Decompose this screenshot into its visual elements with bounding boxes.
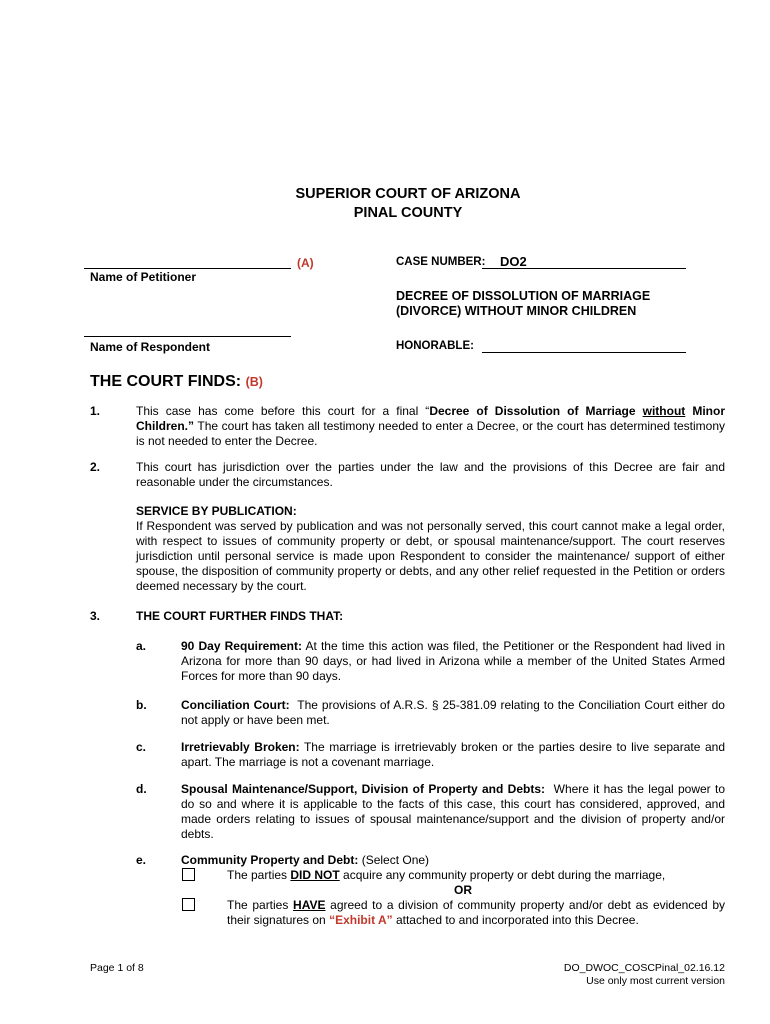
- item-3c-text: [181, 740, 725, 770]
- item-3d-letter: d.: [136, 782, 147, 796]
- item-3e-title: Community Property and Debt:: [181, 853, 359, 867]
- have-checkbox[interactable]: [182, 898, 195, 911]
- case-number-value: DO2: [500, 254, 527, 269]
- petitioner-marker: (A): [297, 256, 314, 270]
- item-3e-heading: [181, 853, 429, 867]
- item-3a-title: 90 Day Requirement:: [181, 639, 302, 653]
- honorable-line[interactable]: [482, 352, 686, 353]
- item-2-text: This court has jurisdiction over the parties under the law and the provisions of this Decree are fair and reasonable under the circumstances.: [136, 460, 725, 489]
- exhibit-a-link: “Exhibit A”: [329, 913, 393, 927]
- option-have: [227, 898, 725, 928]
- item-3-heading: THE COURT FURTHER FINDS THAT:: [136, 609, 344, 623]
- document-title-line1: DECREE OF DISSOLUTION OF MARRIAGE: [396, 289, 651, 303]
- form-id: DO_DWOC_COSCPinal_02.16.12: [563, 962, 725, 974]
- item-3d-body: Where it has the legal power to do so and where it is applicable to the facts of this case, this court has considered, approved, and made orders relating to issues of spousal maintenance/support and the division of property and/or debts.: [181, 782, 729, 841]
- version-note: Use only most current version: [586, 975, 725, 987]
- item-3-number: 3.: [90, 609, 101, 623]
- item-3e-select: (Select One): [358, 853, 430, 867]
- item-1-bold2: Minor Children.”: [136, 404, 725, 433]
- item-3d-text: [181, 782, 729, 842]
- item-1-post: The court has taken all testimony needed to enter a Decree, or the court has determined testimony is not needed to enter the Decree.: [136, 419, 725, 448]
- item-3d-title: Spousal Maintenance/Support, Division of Property and Debts:: [181, 782, 545, 796]
- item-1-bold-underline: without: [642, 404, 686, 418]
- opt2-post: attached to and incorporated into this Decree.: [392, 913, 639, 927]
- honorable-label: HONORABLE:: [396, 340, 474, 352]
- county-name: PINAL COUNTY: [353, 205, 463, 221]
- or-separator: OR: [454, 883, 472, 897]
- opt2-pre: The parties: [227, 898, 294, 912]
- opt2-mid: agreed to a division of community property and/or debt as evidenced by their signatures on: [227, 898, 725, 927]
- respondent-label: Name of Respondent: [90, 340, 211, 354]
- service-text: If Respondent was served by publication and was not personally served, this court cannot make a legal order, with respect to issues of community property or debt, or spousal maintenance/support. The court reserves jurisdiction until personal service is made upon Respondent to consider the maintenance/ support of either spouse, the disposition of community property or debts, and any other relief requested in the Petition or orders deemed necessary by the court.: [136, 519, 725, 593]
- item-3b-letter: b.: [136, 698, 147, 712]
- item-1-text: [136, 404, 725, 449]
- opt1-em: DID NOT: [290, 868, 340, 882]
- item-1-bold1: Decree of Dissolution of Marriage: [429, 404, 643, 418]
- findings-heading-text: THE COURT FINDS:: [90, 373, 242, 390]
- opt1-post: acquire any community property or debt during the marriage,: [339, 868, 666, 882]
- opt1-pre: The parties: [227, 868, 291, 882]
- petitioner-name-line[interactable]: [84, 268, 291, 269]
- item-3e-letter: e.: [136, 853, 147, 867]
- item-3a-letter: a.: [136, 639, 147, 653]
- did-not-checkbox[interactable]: [182, 868, 195, 881]
- option-did-not: [227, 868, 665, 882]
- item-2-number: 2.: [90, 460, 101, 474]
- court-name: SUPERIOR COURT OF ARIZONA: [295, 186, 521, 202]
- item-3c-body: The marriage is irretrievably broken or the parties desire to live separate and apart. The marriage is not a covenant marriage.: [181, 740, 725, 769]
- item-3c-letter: c.: [136, 740, 147, 754]
- findings-heading: [90, 373, 263, 391]
- case-number-label: CASE NUMBER:: [396, 256, 486, 268]
- opt2-em: HAVE: [293, 898, 326, 912]
- item-3b-text: [181, 698, 729, 728]
- item-3c-title: Irretrievably Broken:: [181, 740, 300, 754]
- page-number: Page 1 of 8: [90, 962, 144, 974]
- respondent-name-line[interactable]: [84, 336, 291, 337]
- findings-heading-marker: (B): [245, 375, 263, 389]
- document-title-line2: (DIVORCE) WITHOUT MINOR CHILDREN: [396, 304, 637, 318]
- service-heading: SERVICE BY PUBLICATION:: [136, 504, 297, 518]
- petitioner-label: Name of Petitioner: [90, 270, 197, 284]
- item-1-pre: This case has come before this court for a final “: [136, 404, 430, 418]
- item-3b-body: The provisions of A.R.S. § 25-381.09 relating to the Conciliation Court either do not apply or have been met.: [181, 698, 729, 727]
- item-3a-body: At the time this action was filed, the Petitioner or the Respondent had lived in Arizona for more than 90 days, or had lived in Arizona while a member of the United States Armed Forces for more than 90 days.: [181, 639, 726, 683]
- item-3b-title: Conciliation Court:: [181, 698, 290, 712]
- item-3a-text: [181, 639, 725, 684]
- item-1-number: 1.: [90, 404, 101, 418]
